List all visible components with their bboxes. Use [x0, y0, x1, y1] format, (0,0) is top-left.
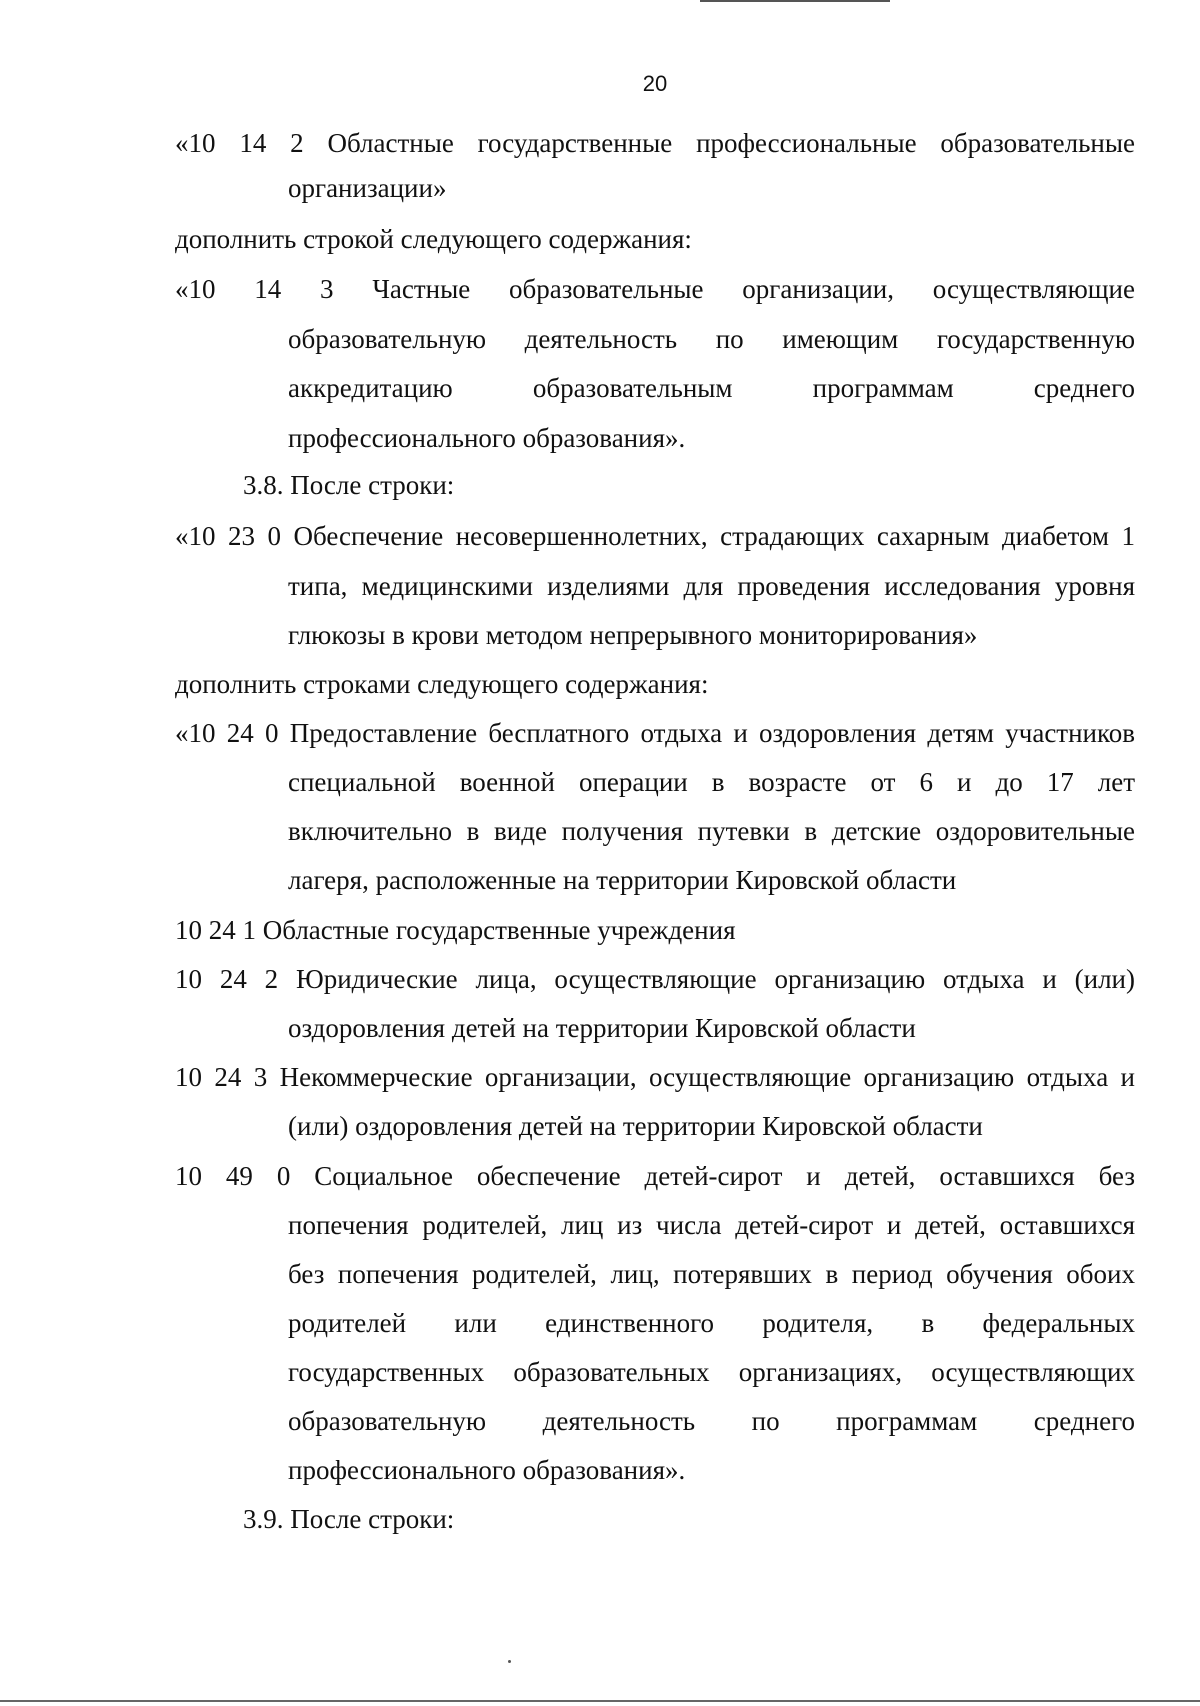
text-line: включительно в виде получения путевки в детские оздоровительные: [288, 816, 1135, 846]
text-line: дополнить строками следующего содержания:: [175, 669, 709, 699]
scan-top-edge: [700, 0, 890, 2]
text-line: оздоровления детей на территории Кировской области: [288, 1013, 916, 1043]
text-line: образовательную деятельность по программам среднего: [288, 1406, 1135, 1436]
text-line: глюкозы в крови методом непрерывного мониторирования»: [288, 620, 978, 650]
text-line: профессионального образования».: [288, 1455, 686, 1485]
text-line: родителей или единственного родителя, в федеральных: [288, 1308, 1135, 1338]
text-line: «10 14 2 Областные государственные профессиональные образовательные: [175, 128, 1135, 158]
text-line: 10 49 0 Социальное обеспечение детей-сирот и детей, оставшихся без: [175, 1161, 1135, 1191]
text-line: (или) оздоровления детей на территории Кировской области: [288, 1111, 983, 1141]
section-heading: 3.8. После строки:: [243, 470, 455, 500]
page-number: 20: [642, 71, 668, 96]
section-heading: 3.9. После строки:: [243, 1504, 455, 1534]
text-line: типа, медицинскими изделиями для проведения исследования уровня: [288, 571, 1135, 601]
text-line: аккредитацию образовательным программам среднего: [288, 373, 1135, 403]
text-line: 10 24 3 Некоммерческие организации, осуществляющие организацию отдыха и: [175, 1062, 1135, 1092]
text-line: образовательную деятельность по имеющим государственную: [288, 324, 1135, 354]
text-line: без попечения родителей, лиц, потерявших в период обучения обоих: [288, 1259, 1135, 1289]
text-line: лагеря, расположенные на территории Кировской области: [288, 865, 957, 895]
text-line: организации»: [288, 173, 447, 203]
text-line: 10 24 2 Юридические лица, осуществляющие организацию отдыха и (или): [175, 964, 1135, 994]
text-line: попечения родителей, лиц из числа детей-сирот и детей, оставшихся: [288, 1210, 1135, 1240]
text-line: государственных образовательных организациях, осуществляющих: [288, 1357, 1135, 1387]
text-line: 10 24 1 Областные государственные учреждения: [175, 915, 736, 945]
text-line: профессионального образования».: [288, 423, 686, 453]
text-line: специальной военной операции в возрасте от 6 и до 17 лет: [288, 767, 1135, 797]
text-line: «10 14 3 Частные образовательные организации, осуществляющие: [175, 274, 1135, 304]
text-line: дополнить строкой следующего содержания:: [175, 224, 692, 254]
text-line: «10 24 0 Предоставление бесплатного отдыха и оздоровления детям участников: [175, 718, 1135, 748]
scan-speck: [508, 1660, 511, 1663]
scan-bottom-edge: [0, 1700, 1200, 1702]
text-line: «10 23 0 Обеспечение несовершеннолетних, страдающих сахарным диабетом 1: [175, 521, 1135, 551]
